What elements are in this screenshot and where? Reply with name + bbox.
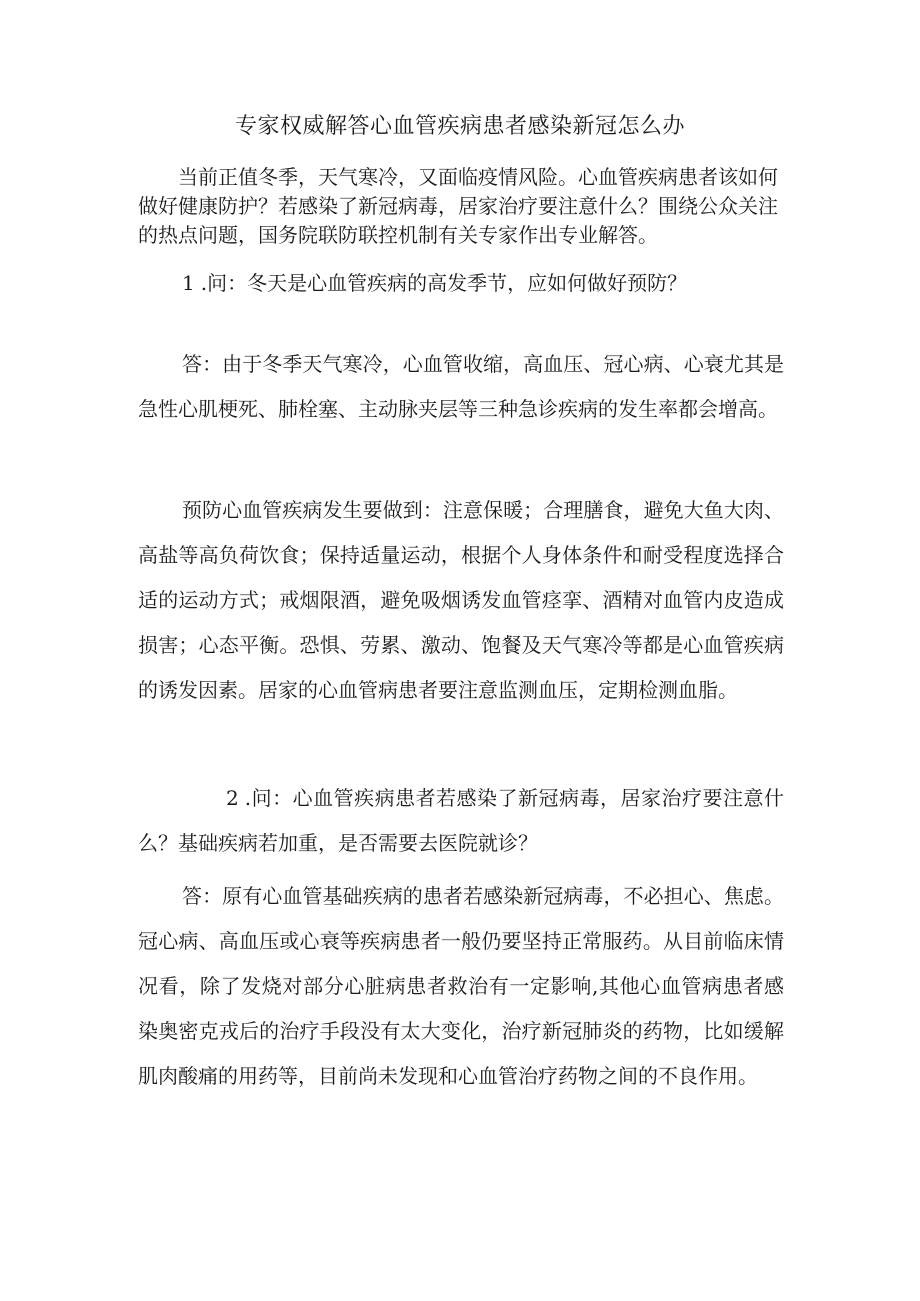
question-1-text: .问：冬天是心血管疾病的高发季节，应如何做好预防？: [200, 271, 688, 295]
page-title: 专家权威解答心血管疾病患者感染新冠怎么办: [234, 114, 685, 139]
question-2-text: .问：心血管疾病患者若感染了新冠病毒，居家治疗要注意什么？基础疾病若加重，是否需要去医院就诊？: [138, 786, 784, 855]
question-1-number: 1: [182, 271, 195, 295]
answer-2: 答：原有心血管基础疾病的患者若感染新冠病毒，不必担心、焦虑。冠心病、高血压或心衰等疾病患者一般仍要坚持正常服药。从目前临床情况看，除了发烧对部分心脏病患者救治有一定影响,其他心血管病患者感染奥密克戎后的治疗手段没有太大变化，治疗新冠肺炎的药物，比如缓解肌肉酸痛的用药等，目前尚未发现和心血管治疗药物之间的不良作用。: [138, 884, 784, 1088]
answer-1: 答：由于冬季天气寒冷，心血管收缩，高血压、冠心病、心衰尤其是急性心肌梗死、肺栓塞、主动脉夹层等三种急诊疾病的发生率都会增高。: [138, 352, 784, 421]
question-1: [182, 268, 687, 298]
intro-paragraph: 当前正值冬季，天气寒冷，又面临疫情风险。心血管疾病患者该如何做好健康防护？若感染了新冠病毒，居家治疗要注意什么？围绕公众关注的热点问题，国务院联防联控机制有关专家作出专业解答。: [138, 165, 778, 247]
prevention-paragraph: 预防心血管疾病发生要做到：注意保暖；合理膳食，避免大鱼大肉、高盐等高负荷饮食；保持适量运动，根据个人身体条件和耐受程度选择合适的运动方式；戒烟限酒，避免吸烟诱发血管痉挛、酒精对血管内皮造成损害；心态平衡。恐惧、劳累、激动、饱餐及天气寒冷等都是心血管疾病的诱发因素。居家的心血管病患者要注意监测血压，定期检测血脂。: [138, 498, 784, 702]
question-2-number: 2: [226, 786, 239, 810]
question-2: [138, 776, 784, 866]
